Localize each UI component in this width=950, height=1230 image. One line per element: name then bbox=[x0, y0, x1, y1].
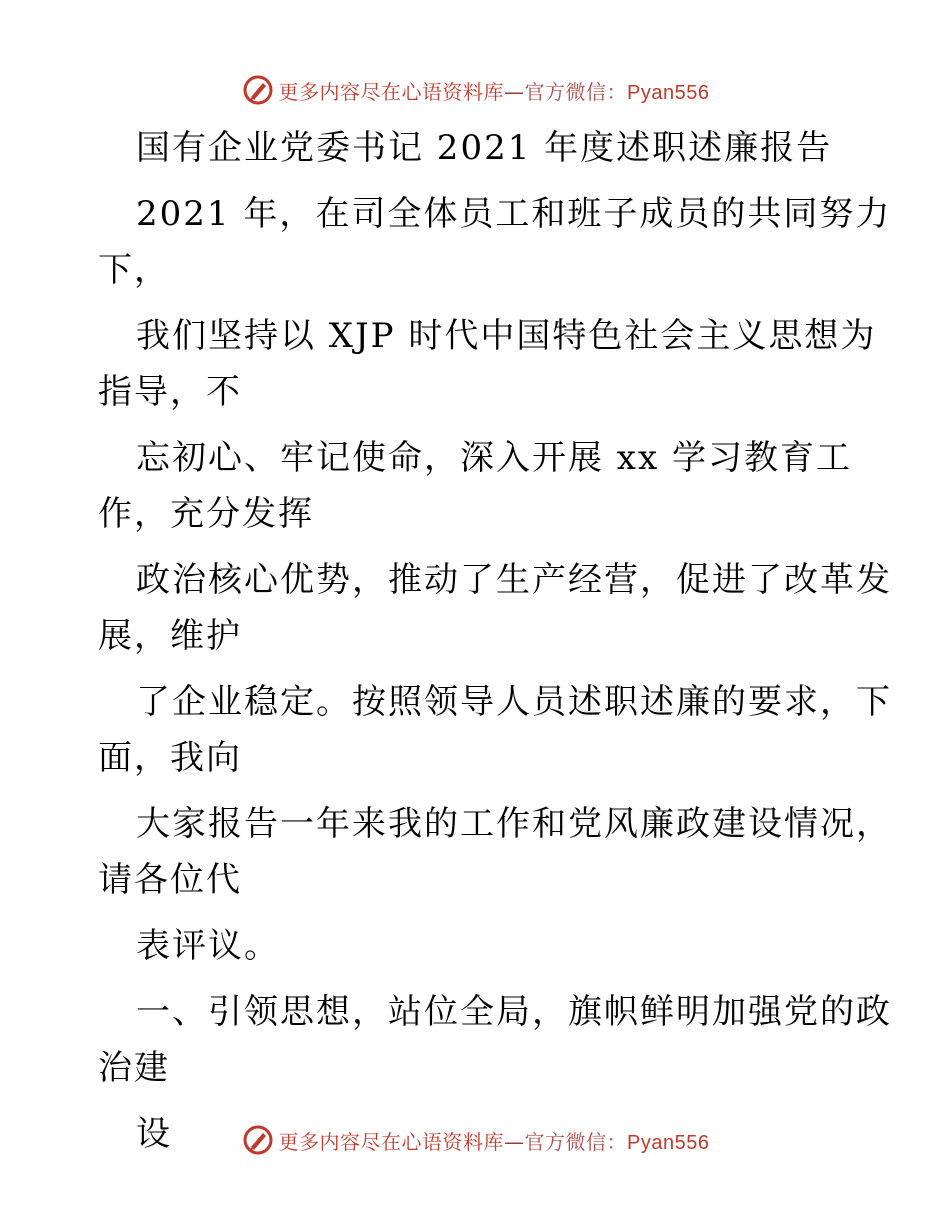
section-heading-line: 设 bbox=[136, 1114, 172, 1154]
banner-dash: — bbox=[504, 79, 525, 104]
paragraph-line: 大家报告一年来我的工作和党风廉政建设情况， bbox=[136, 804, 892, 844]
banner-slogan: 更多内容尽在心语资料库 bbox=[278, 79, 505, 104]
banner-wechat-id: Pyan556 bbox=[627, 81, 710, 104]
paragraph-line: 了企业稳定。按照领导人员述职述廉的要求，下 bbox=[136, 682, 892, 722]
section-heading-line: 一、引领思想，站位全局，旗帜鲜明加强党的政 bbox=[136, 992, 892, 1032]
banner-text bbox=[279, 76, 710, 105]
paragraph-line: 表评议。 bbox=[136, 926, 280, 966]
paragraph-line: 展，维护 bbox=[98, 616, 242, 656]
pen-logo-icon bbox=[241, 1123, 275, 1157]
banner-slogan: 更多内容尽在心语资料库 bbox=[278, 1129, 505, 1154]
banner-dash: — bbox=[504, 1129, 525, 1154]
banner-wechat-id: Pyan556 bbox=[627, 1131, 710, 1154]
paragraph-line: 忘初心、牢记使命，深入开展 xx 学习教育工 bbox=[136, 438, 852, 478]
paragraph-line: 政治核心优势，推动了生产经营，促进了改革发 bbox=[136, 560, 892, 600]
paragraph-line: 面，我向 bbox=[98, 738, 242, 778]
paragraph-line: 指导，不 bbox=[98, 372, 242, 412]
paragraph-line: 作，充分发挥 bbox=[98, 494, 314, 534]
paragraph-line: 2021 年，在司全体员工和班子成员的共同努力 bbox=[136, 194, 892, 234]
banner-wechat-label: 官方微信： bbox=[524, 79, 628, 104]
footer-watermark-banner bbox=[0, 1118, 950, 1162]
header-watermark-banner bbox=[0, 68, 950, 112]
section-heading-line: 治建 bbox=[98, 1048, 170, 1088]
banner-text bbox=[279, 1126, 710, 1155]
document-title: 国有企业党委书记 2021 年度述职述廉报告 bbox=[136, 128, 833, 168]
document-body bbox=[98, 120, 892, 1162]
paragraph-line: 下， bbox=[98, 250, 170, 290]
paragraph-line: 我们坚持以 XJP 时代中国特色社会主义思想为 bbox=[136, 316, 877, 356]
paragraph-line: 请各位代 bbox=[98, 860, 242, 900]
banner-wechat-label: 官方微信： bbox=[524, 1129, 628, 1154]
pen-logo-icon bbox=[241, 73, 275, 107]
